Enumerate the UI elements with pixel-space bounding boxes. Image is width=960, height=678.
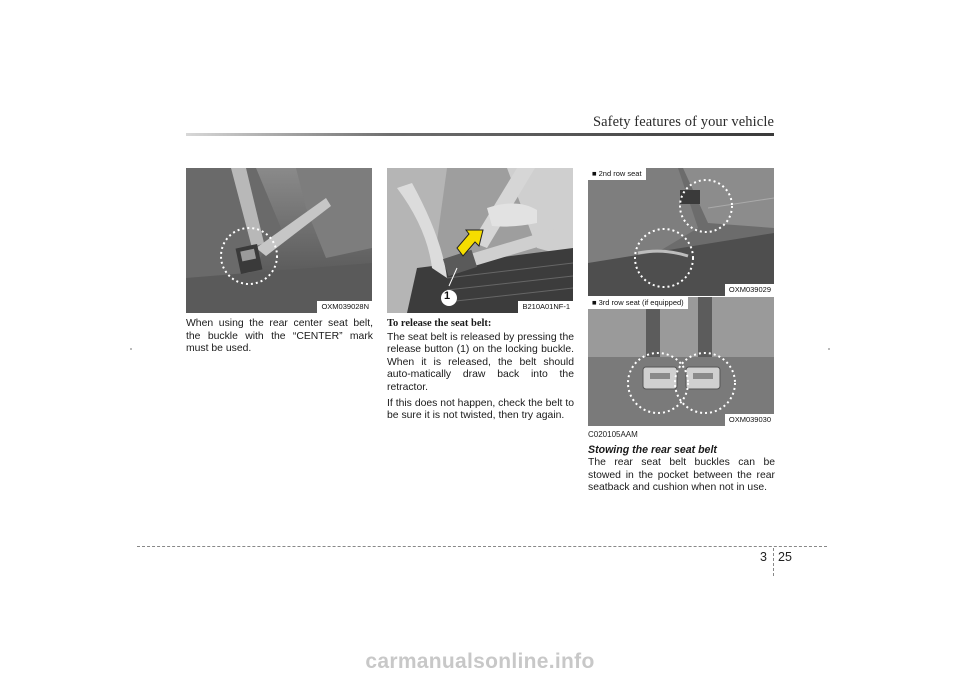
callout-number: 1	[444, 290, 451, 302]
image-code: B210A01NF-1	[518, 301, 573, 313]
margin-dot	[130, 348, 132, 350]
paragraph: If this does not happen, check the belt to be sure it is not twisted, then try again.	[387, 397, 574, 422]
footer-rule	[137, 546, 827, 547]
photo-center-buckle	[186, 168, 372, 313]
photo-2nd-row-seat	[588, 168, 774, 296]
image-code: OXM039029	[725, 284, 774, 296]
image-label: ■ 2nd row seat	[588, 168, 646, 180]
margin-dot	[828, 348, 830, 350]
section-code: C020105AAM	[588, 430, 638, 439]
column3-text	[588, 429, 775, 498]
image-code: OXM039028N	[317, 301, 372, 313]
image-label: ■ 3rd row seat (if equipped)	[588, 297, 688, 309]
column1-text	[186, 318, 373, 359]
watermark: carmanualsonline.info	[365, 650, 595, 673]
chapter-number: 3	[760, 550, 767, 564]
page-number: 25	[778, 550, 792, 564]
section-title: Stowing the rear seat belt	[588, 443, 717, 456]
paragraph: The seat belt is released by pressing the release button (1) on the locking buckle. When it is released, the belt should auto-matically draw back into the retractor.	[387, 331, 574, 393]
running-header: Safety features of your vehicle	[592, 114, 774, 130]
page-divider	[773, 548, 774, 576]
photo-3rd-row-seat	[588, 297, 774, 426]
paragraph: When using the rear center seat belt, the buckle with the “CENTER” mark must be used.	[186, 318, 373, 355]
header-rule	[186, 133, 774, 136]
section-heading: To release the seat belt:	[387, 318, 492, 329]
paragraph: The rear seat belt buckles can be stowed in the pocket between the rear seatback and cushion when not in use.	[588, 457, 775, 494]
photo-release-button	[387, 168, 573, 313]
column2-text	[387, 318, 574, 426]
image-code: OXM039030	[725, 414, 774, 426]
